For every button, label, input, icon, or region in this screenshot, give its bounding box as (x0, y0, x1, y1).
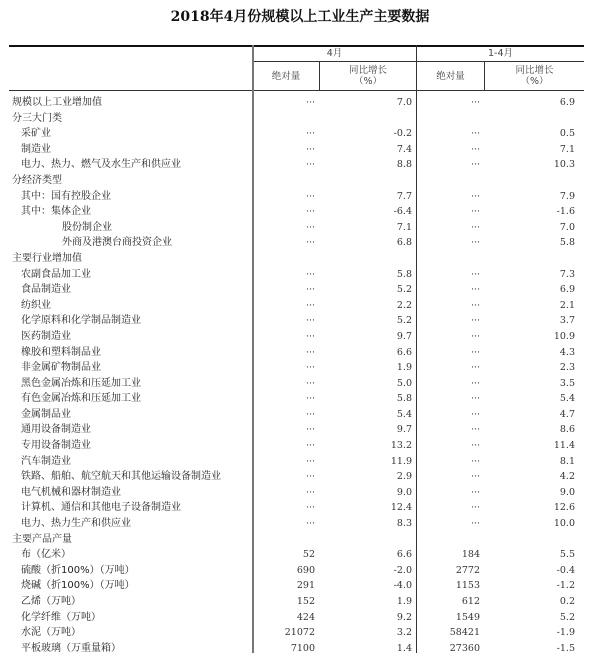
month-yoy-growth: 5.4 (396, 408, 412, 420)
month-yoy-growth: 5.8 (396, 268, 412, 280)
ytd-yoy-growth: 7.0 (559, 221, 575, 233)
table-row (9, 594, 584, 610)
table-row (9, 563, 584, 579)
ytd-absolute-value: 1549 (455, 611, 480, 623)
table-row (9, 610, 584, 626)
table-row (9, 111, 584, 127)
ytd-absolute-value: ··· (470, 455, 480, 467)
month-absolute-value: ··· (305, 502, 315, 514)
row-label: 食品制造业 (21, 284, 71, 296)
row-label: 非金属矿物制品业 (21, 362, 101, 374)
table-row (9, 500, 584, 516)
row-label: 制造业 (21, 143, 51, 155)
row-label: 橡胶和塑料制品业 (21, 346, 101, 358)
ytd-absolute-value: ··· (470, 221, 480, 233)
header-yoy-line2: （%） (520, 76, 549, 87)
month-yoy-growth: 2.2 (396, 299, 412, 311)
month-yoy-growth: 7.1 (396, 221, 412, 233)
ytd-absolute-value: ··· (470, 190, 480, 202)
table-top-rule (9, 45, 584, 47)
row-label: 硫酸（折100%）（万吨） (21, 564, 135, 576)
month-yoy-growth: 9.7 (396, 424, 412, 436)
ytd-yoy-growth: 4.7 (559, 408, 575, 420)
ytd-yoy-growth: 7.1 (559, 143, 575, 155)
table-row (9, 142, 584, 158)
row-label: 规模以上工业增加值 (12, 97, 102, 108)
ytd-yoy-growth: 4.2 (559, 471, 575, 483)
row-label: 农副食品加工业 (21, 268, 91, 280)
table-row (9, 422, 584, 438)
month-absolute-value: ··· (305, 299, 315, 311)
row-label: 其中：国有控股企业 (21, 190, 111, 202)
ytd-yoy-growth: -1.6 (556, 206, 575, 218)
row-label: 铁路、船舶、航空航天和其他运输设备制造业 (21, 471, 221, 483)
header-ytd-yoy (485, 65, 584, 87)
ytd-absolute-value: ··· (470, 502, 480, 514)
header-bottom-rule (9, 90, 584, 91)
month-yoy-growth: -4.0 (393, 580, 412, 592)
row-label: 外商及港澳台商投资企业 (62, 237, 172, 249)
month-yoy-growth: -2.0 (393, 564, 412, 576)
ytd-yoy-growth: 9.0 (559, 486, 575, 498)
month-yoy-growth: 6.6 (396, 549, 412, 561)
row-label: 水泥（万吨） (21, 627, 81, 639)
row-label: 化学纤维（万吨） (21, 611, 101, 623)
row-label: 采矿业 (21, 128, 51, 140)
month-absolute-value: 291 (296, 580, 315, 592)
month-absolute-value: ··· (305, 408, 315, 420)
ytd-absolute-value: ··· (470, 284, 480, 296)
ytd-yoy-growth: 5.5 (559, 549, 575, 561)
ytd-yoy-growth: 5.4 (559, 393, 575, 405)
ytd-absolute-value: 27360 (449, 642, 480, 654)
month-absolute-value: 7100 (290, 642, 315, 654)
month-absolute-value: ··· (305, 486, 315, 498)
ytd-absolute-value: ··· (470, 346, 480, 358)
month-yoy-growth: 7.7 (396, 190, 412, 202)
ytd-absolute-value: ··· (470, 518, 480, 530)
ytd-absolute-value: ··· (470, 143, 480, 155)
row-label: 分经济类型 (12, 174, 62, 186)
row-label: 汽车制造业 (21, 455, 71, 467)
row-label: 乙烯（万吨） (21, 596, 81, 607)
row-label: 电力、热力生产和供应业 (21, 518, 131, 530)
ytd-absolute-value: ··· (470, 471, 480, 483)
table-row (9, 578, 584, 594)
ytd-yoy-growth: 3.7 (559, 315, 575, 327)
row-label: 通用设备制造业 (21, 424, 91, 436)
ytd-absolute-value: 184 (461, 549, 480, 561)
month-absolute-value: ··· (305, 268, 315, 280)
month-yoy-growth: 5.2 (396, 315, 412, 327)
row-label: 其中：集体企业 (21, 206, 91, 218)
ytd-yoy-growth: 10.0 (553, 518, 575, 530)
month-absolute-value: ··· (305, 284, 315, 296)
ytd-yoy-growth: 7.3 (559, 268, 575, 280)
month-absolute-value: ··· (305, 143, 315, 155)
table-row (9, 360, 584, 376)
row-label: 纺织业 (21, 299, 51, 311)
ytd-yoy-growth: -1.9 (556, 627, 575, 639)
month-yoy-growth: 1.4 (396, 642, 412, 654)
ytd-absolute-value: ··· (470, 299, 480, 311)
month-yoy-growth: 12.4 (390, 502, 412, 514)
table-row (9, 438, 584, 454)
header-group-month: 4月 (326, 48, 343, 59)
table-row (9, 282, 584, 298)
month-absolute-value: 690 (296, 564, 315, 576)
ytd-absolute-value: ··· (470, 128, 480, 140)
month-yoy-growth: 5.0 (396, 377, 412, 389)
month-absolute-value: 52 (302, 549, 315, 561)
month-absolute-value: 424 (296, 611, 315, 623)
month-absolute-value: ··· (305, 393, 315, 405)
ytd-absolute-value: ··· (470, 206, 480, 218)
ytd-yoy-growth: -1.2 (556, 580, 575, 592)
table-row (9, 189, 584, 205)
ytd-yoy-growth: 10.3 (553, 159, 575, 171)
ytd-absolute-value: ··· (470, 330, 480, 342)
table-row (9, 625, 584, 641)
ytd-yoy-growth: 11.4 (553, 440, 575, 452)
header-yoy-line2: （%） (353, 76, 383, 87)
table-row (9, 298, 584, 314)
row-label: 医药制造业 (21, 330, 71, 342)
month-absolute-value: ··· (305, 159, 315, 171)
ytd-absolute-value: 58421 (449, 627, 480, 639)
ytd-yoy-growth: 5.2 (559, 611, 575, 623)
month-yoy-growth: 3.2 (396, 627, 412, 639)
ytd-absolute-value: ··· (470, 268, 480, 280)
header-group-ytd: 1-4月 (487, 48, 514, 59)
ytd-yoy-growth: 4.3 (559, 346, 575, 358)
month-yoy-growth: 6.6 (396, 346, 412, 358)
page-title: 2018年4月份规模以上工业生产主要数据 (170, 9, 430, 25)
row-label: 主要产品产量 (12, 533, 72, 545)
month-absolute-value: 21072 (284, 627, 315, 639)
table-row (9, 329, 584, 345)
month-yoy-growth: -0.2 (393, 128, 412, 140)
header-yoy-line1: 同比增长 (515, 65, 554, 76)
month-yoy-growth: 6.8 (396, 237, 412, 249)
month-yoy-growth: 11.9 (390, 455, 412, 467)
ytd-yoy-growth: 2.3 (559, 362, 575, 374)
row-label: 烧碱（折100%）（万吨） (21, 580, 135, 592)
table-row (9, 641, 584, 656)
row-label: 主要行业增加值 (12, 252, 82, 264)
ytd-absolute-value: ··· (470, 237, 480, 249)
month-yoy-growth: 2.9 (396, 471, 412, 483)
row-label: 金属制品业 (21, 408, 71, 420)
row-label: 股份制企业 (62, 221, 112, 233)
ytd-yoy-growth: 8.1 (559, 455, 575, 467)
ytd-yoy-growth: 6.9 (559, 284, 575, 296)
table-row (9, 407, 584, 423)
ytd-yoy-growth: 6.9 (559, 97, 575, 108)
month-absolute-value: ··· (305, 315, 315, 327)
month-absolute-value: ··· (305, 330, 315, 342)
ytd-yoy-growth: -1.5 (556, 642, 575, 654)
ytd-absolute-value: ··· (470, 393, 480, 405)
header-divider (253, 61, 584, 62)
month-absolute-value: ··· (305, 237, 315, 249)
table-row (9, 235, 584, 251)
month-absolute-value: ··· (305, 128, 315, 140)
ytd-absolute-value: ··· (470, 408, 480, 420)
header-yoy-line1: 同比增长 (348, 65, 387, 76)
month-yoy-growth: 13.2 (390, 440, 412, 452)
month-absolute-value: ··· (305, 518, 315, 530)
table-row (9, 220, 584, 236)
month-absolute-value: ··· (305, 190, 315, 202)
table-row (9, 204, 584, 220)
ytd-yoy-growth: -0.4 (556, 564, 575, 576)
month-yoy-growth: 7.4 (396, 143, 412, 155)
month-absolute-value: ··· (305, 206, 315, 218)
table-row (9, 251, 584, 267)
row-label: 布（亿米） (21, 549, 71, 561)
month-yoy-growth: 8.3 (396, 518, 412, 530)
table-row (9, 516, 584, 532)
ytd-absolute-value: ··· (470, 97, 480, 108)
table-row (9, 547, 584, 563)
row-label: 黑色金属冶炼和压延加工业 (21, 377, 141, 389)
ytd-absolute-value: ··· (470, 424, 480, 436)
table-row (9, 454, 584, 470)
ytd-absolute-value: 612 (461, 596, 480, 607)
table-row (9, 157, 584, 173)
month-absolute-value: ··· (305, 455, 315, 467)
table-row (9, 126, 584, 142)
month-absolute-value: ··· (305, 221, 315, 233)
row-label: 平板玻璃（万重量箱） (21, 642, 121, 654)
header-month-yoy (320, 65, 416, 87)
row-label: 分三大门类 (12, 112, 62, 124)
ytd-absolute-value: ··· (470, 486, 480, 498)
table-row (9, 469, 584, 485)
table-row (9, 267, 584, 283)
month-yoy-growth: 9.2 (396, 611, 412, 623)
ytd-absolute-value: 2772 (455, 564, 480, 576)
row-label: 电力、热力、燃气及水生产和供应业 (21, 159, 181, 171)
table-body (9, 95, 584, 656)
ytd-yoy-growth: 8.6 (559, 424, 575, 436)
ytd-yoy-growth: 2.1 (559, 299, 575, 311)
table-row (9, 532, 584, 548)
table-row (9, 485, 584, 501)
ytd-absolute-value: ··· (470, 440, 480, 452)
row-label: 有色金属冶炼和压延加工业 (21, 393, 141, 405)
row-label: 化学原料和化学制品制造业 (21, 315, 141, 327)
table-row (9, 173, 584, 189)
ytd-absolute-value: 1153 (455, 580, 480, 592)
table-row (9, 391, 584, 407)
month-yoy-growth: 1.9 (396, 596, 412, 607)
ytd-yoy-growth: 5.8 (559, 237, 575, 249)
month-yoy-growth: 5.8 (396, 393, 412, 405)
header-ytd-abs: 绝对量 (436, 71, 465, 82)
month-absolute-value: ··· (305, 440, 315, 452)
table-row (9, 95, 584, 111)
month-yoy-growth: 1.9 (396, 362, 412, 374)
row-label: 电气机械和器材制造业 (21, 486, 121, 498)
ytd-yoy-growth: 3.5 (559, 377, 575, 389)
month-absolute-value: ··· (305, 346, 315, 358)
month-yoy-growth: -6.4 (393, 206, 412, 218)
month-absolute-value: ··· (305, 471, 315, 483)
ytd-yoy-growth: 7.9 (559, 190, 575, 202)
ytd-absolute-value: ··· (470, 159, 480, 171)
ytd-absolute-value: ··· (470, 315, 480, 327)
month-absolute-value: ··· (305, 424, 315, 436)
row-label: 计算机、通信和其他电子设备制造业 (21, 502, 181, 514)
month-yoy-growth: 8.8 (396, 159, 412, 171)
month-absolute-value: ··· (305, 362, 315, 374)
month-yoy-growth: 9.7 (396, 330, 412, 342)
table-row (9, 376, 584, 392)
ytd-yoy-growth: 12.6 (553, 502, 575, 514)
month-absolute-value: ··· (305, 97, 315, 108)
month-yoy-growth: 5.2 (396, 284, 412, 296)
table-row (9, 345, 584, 361)
month-absolute-value: 152 (296, 596, 315, 607)
ytd-yoy-growth: 10.9 (553, 330, 575, 342)
table-row (9, 313, 584, 329)
ytd-yoy-growth: 0.2 (559, 596, 575, 607)
ytd-absolute-value: ··· (470, 377, 480, 389)
month-yoy-growth: 7.0 (396, 97, 412, 108)
month-absolute-value: ··· (305, 377, 315, 389)
month-yoy-growth: 9.0 (396, 486, 412, 498)
ytd-yoy-growth: 0.5 (559, 128, 575, 140)
header-month-abs: 绝对量 (271, 71, 301, 82)
ytd-absolute-value: ··· (470, 362, 480, 374)
row-label: 专用设备制造业 (21, 440, 91, 452)
